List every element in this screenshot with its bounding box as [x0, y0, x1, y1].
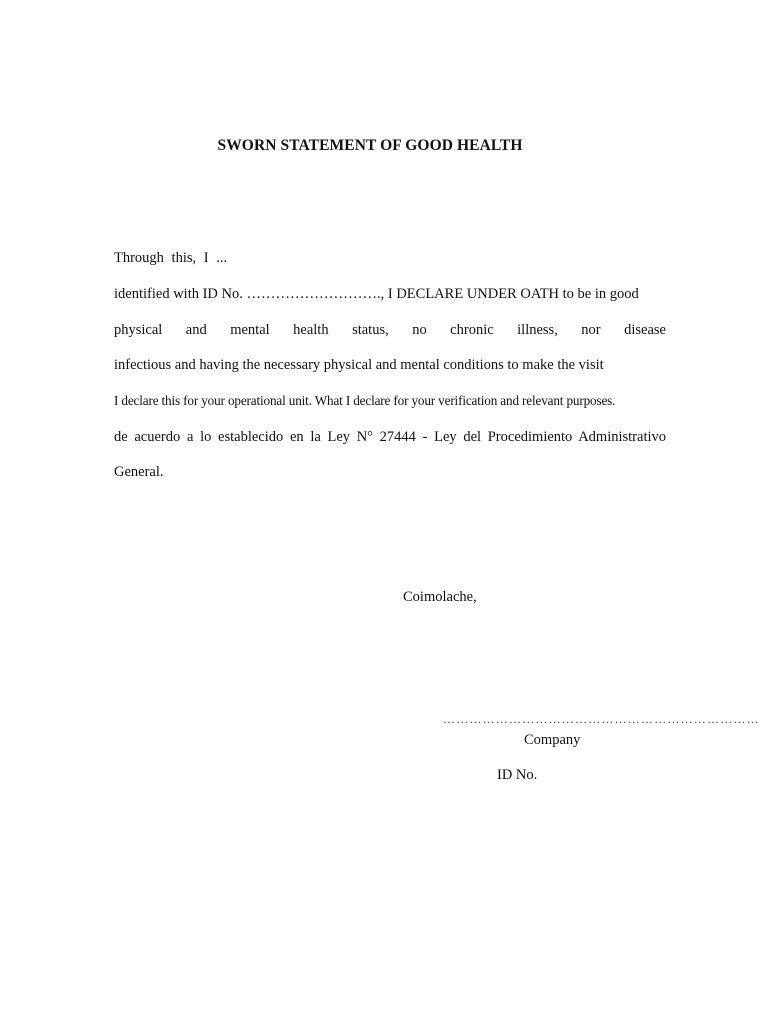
- statement-line-5: I declare this for your operational unit. What I declare for your verification and relevant purposes.: [114, 393, 616, 408]
- statement-line-2: identified with ID No. ………………………., I DECLARE UNDER OATH to be in good: [114, 286, 639, 302]
- signature-id-label: ID No.: [497, 767, 538, 783]
- statement-line-4: infectious and having the necessary physical and mental conditions to make the visit: [114, 357, 604, 373]
- signature-line: ………………………………………………………………: [443, 712, 760, 726]
- statement-line-7: General.: [114, 464, 164, 480]
- statement-line-1: Through this, I ...: [114, 250, 228, 266]
- place-text: Coimolache,: [403, 589, 477, 605]
- document-title: SWORN STATEMENT OF GOOD HEALTH: [217, 137, 523, 154]
- signature-company-label: Company: [524, 732, 581, 748]
- statement-line-3: physical and mental health status, no chronic illness, nor disease: [114, 322, 666, 338]
- statement-line-6: de acuerdo a lo establecido en la Ley N° 27444 - Ley del Procedimiento Administrativo: [114, 429, 666, 445]
